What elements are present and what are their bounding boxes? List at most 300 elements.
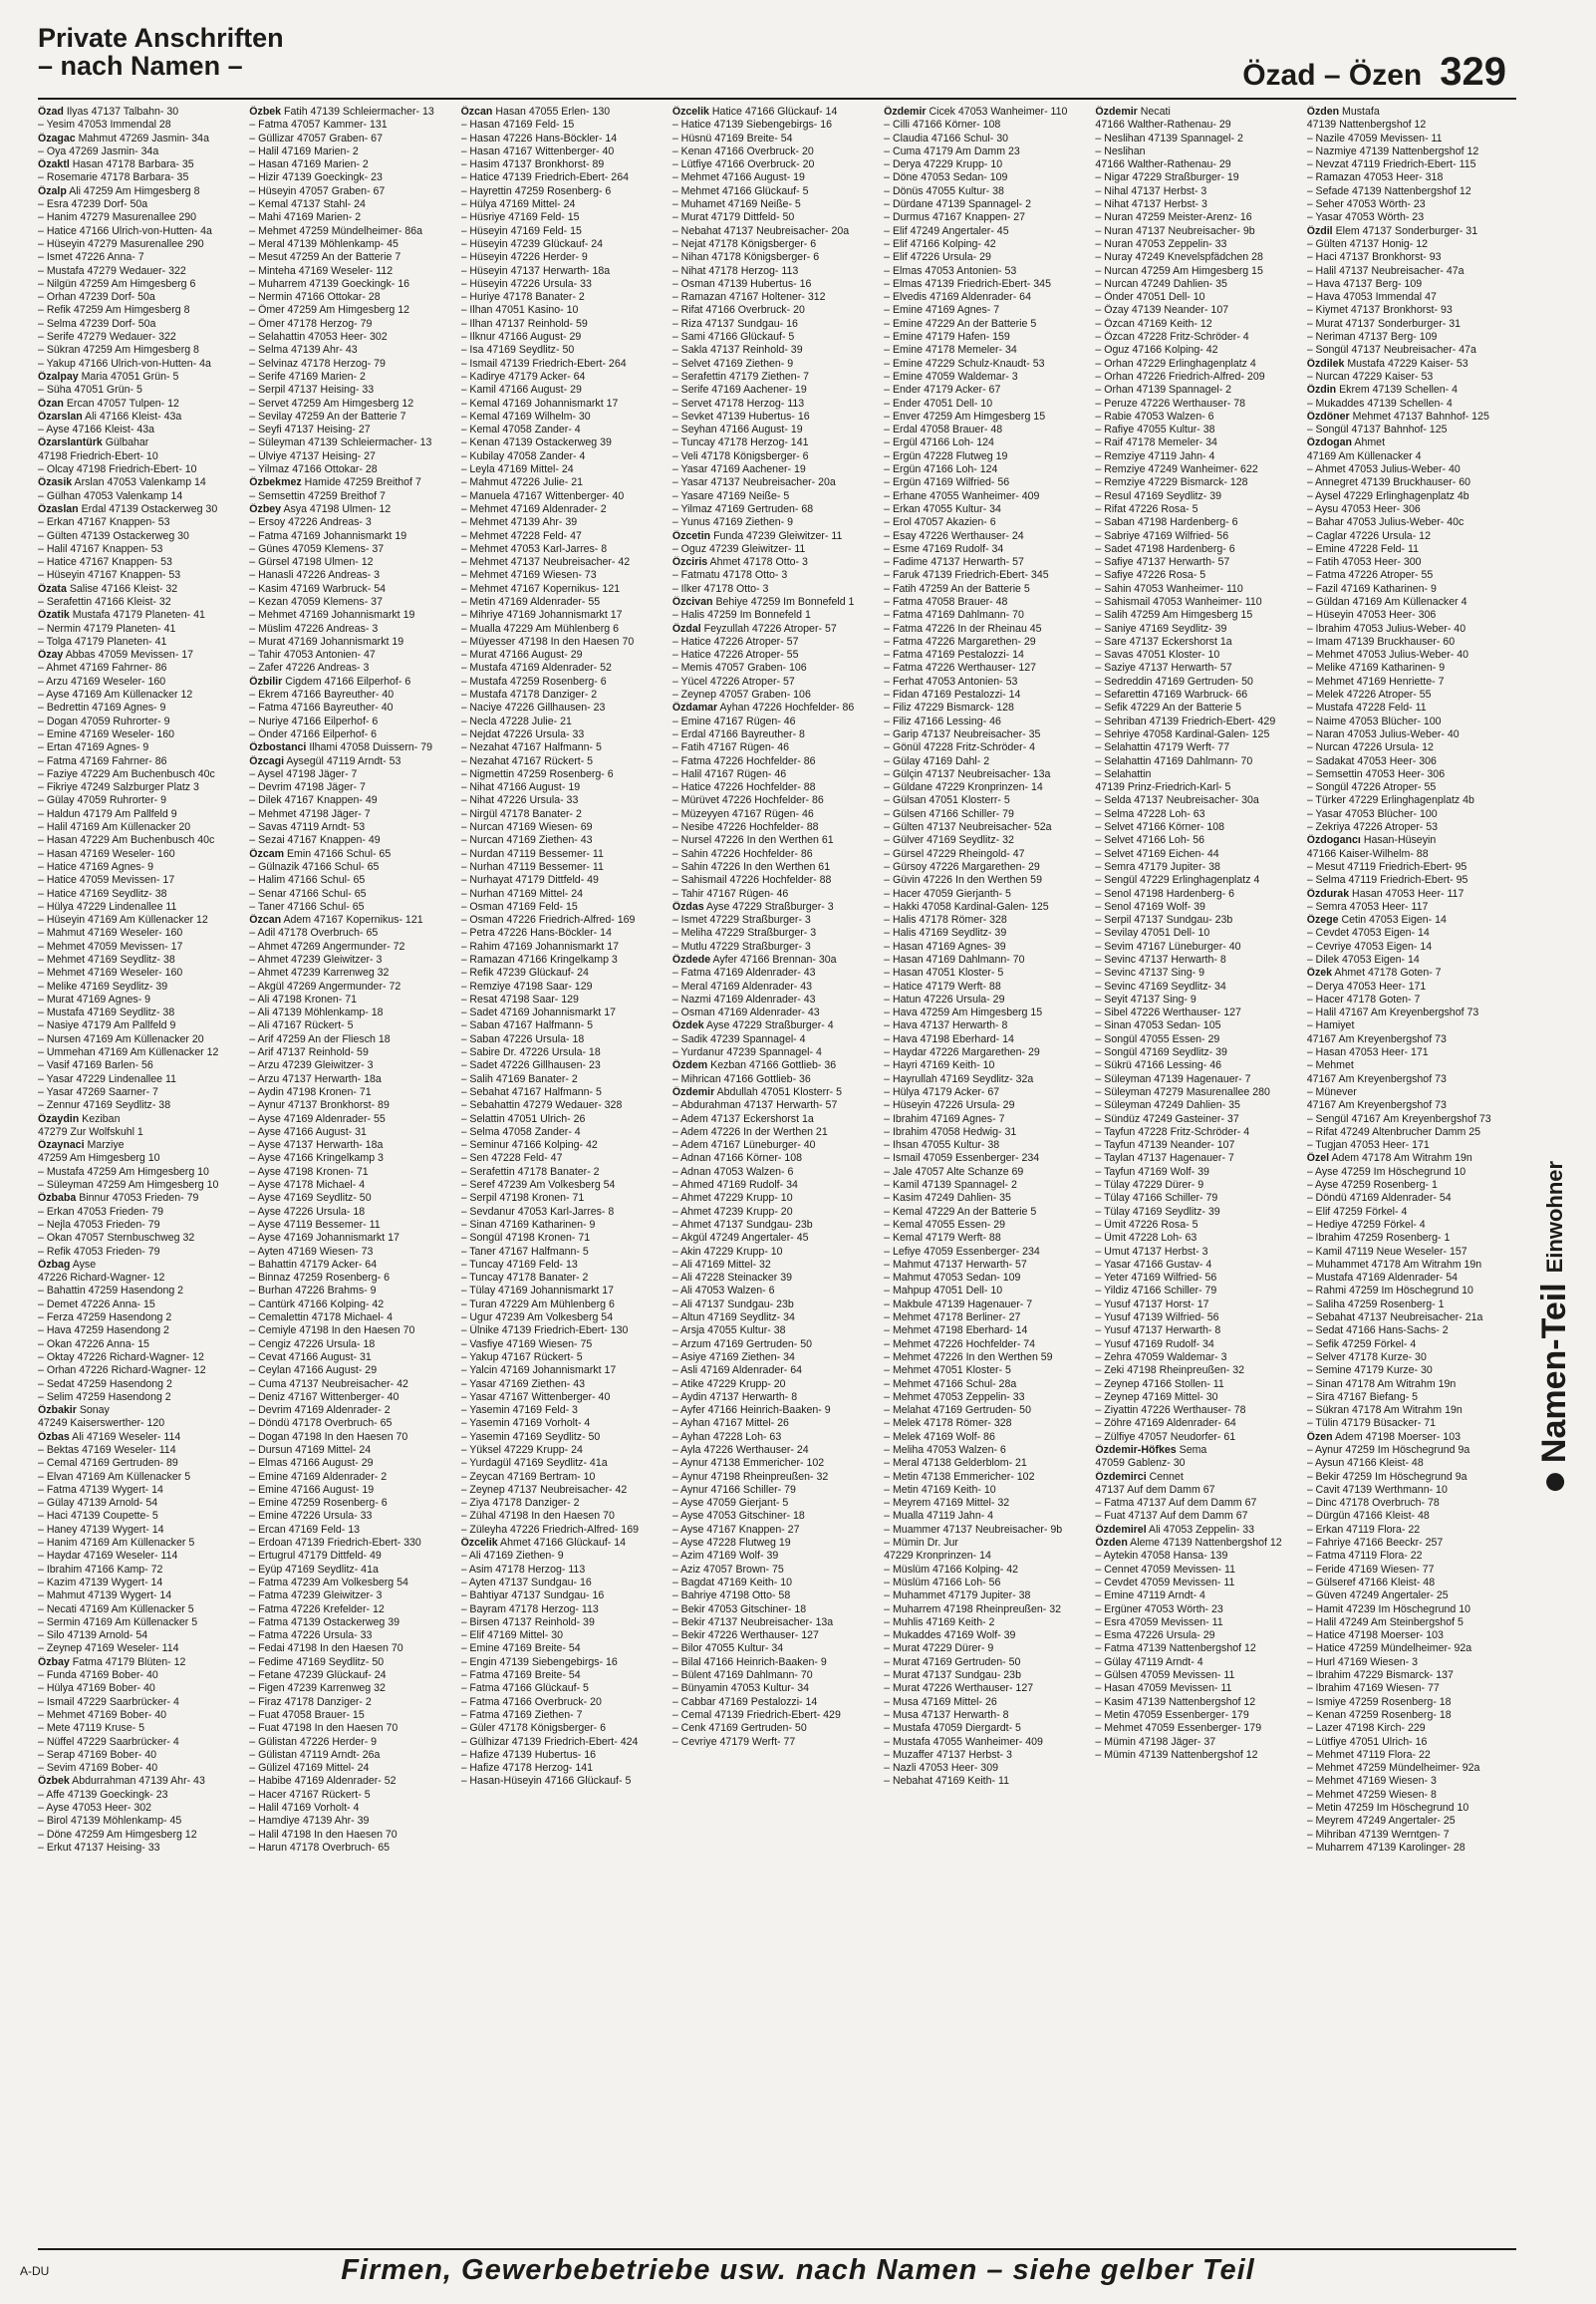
directory-entry (884, 185, 1091, 198)
directory-entry (249, 1550, 456, 1563)
entry-details: – Mümin 47198 Jäger- 37 (1095, 1735, 1216, 1748)
directory-entry (38, 1775, 245, 1788)
entry-details: – Kiymet 47137 Bronkhorst- 93 (1306, 304, 1453, 317)
entry-details: – Claudia 47166 Schul- 30 (884, 132, 1008, 144)
directory-entry (1307, 543, 1514, 556)
directory-entry (461, 676, 668, 689)
entry-details: – Gülsen 47166 Schiller- 79 (884, 807, 1014, 820)
directory-entry (249, 238, 456, 251)
directory-entry (1307, 1126, 1514, 1139)
directory-entry (1095, 1007, 1302, 1019)
entry-details: – Nurhan 47119 Bessemer- 11 (460, 860, 604, 873)
entry-details: – Bagdat 47169 Keith- 10 (671, 1576, 793, 1588)
directory-entry (1307, 198, 1514, 211)
entry-details: Marziye (87, 1139, 125, 1152)
entry-details: – Seyfi 47137 Heising- 27 (249, 424, 371, 436)
directory-entry (1307, 1722, 1514, 1735)
entry-details: – Salih 47169 Banater- 2 (460, 1072, 578, 1085)
directory-entry (1307, 450, 1514, 463)
directory-entry (38, 211, 245, 224)
directory-entry (461, 768, 668, 781)
entry-surname: Özdin (1306, 384, 1337, 397)
entry-details: Ayse (72, 1258, 97, 1271)
entry-details: – Yurdagül 47169 Seydlitz- 41a (460, 1457, 608, 1470)
entry-details: Hasan 47053 Heer- 117 (1352, 887, 1464, 900)
directory-entry (249, 967, 456, 980)
directory-entry (672, 781, 880, 794)
directory-column-7 (1307, 106, 1514, 2238)
entry-details: – Bünyamin 47053 Kultur- 34 (671, 1682, 810, 1695)
directory-entry (38, 1550, 245, 1563)
directory-entry (884, 1603, 1091, 1616)
directory-entry (38, 1457, 245, 1470)
directory-entry (1095, 1232, 1302, 1245)
directory-entry (1095, 1152, 1302, 1165)
directory-entry (884, 344, 1091, 357)
directory-entry (461, 1616, 668, 1629)
directory-entry (1307, 662, 1514, 675)
directory-entry (884, 596, 1091, 609)
directory-entry (38, 1206, 245, 1219)
entry-details: – Mahmut 47137 Herwarth- 57 (884, 1258, 1027, 1271)
directory-entry (38, 119, 245, 132)
entry-details: Ali 47259 Am Himgesberg 8 (69, 184, 200, 197)
directory-entry (461, 1073, 668, 1086)
footer-note: Firmen, Gewerbebetriebe usw. nach Namen – siehe gelber Teil (341, 2254, 1255, 2286)
entry-details: – Filiz 47166 Lessing- 46 (884, 715, 1001, 727)
directory-entry (461, 861, 668, 874)
entry-details: – Necla 47228 Julie- 21 (460, 715, 572, 727)
directory-entry (461, 1775, 668, 1788)
entry-details: – Dürgün 47166 Kleist- 48 (1306, 1510, 1430, 1523)
entry-details: – Mümin 47139 Nattenbergshof 12 (1095, 1748, 1258, 1761)
directory-entry (1307, 1285, 1514, 1297)
directory-entry (249, 741, 456, 754)
directory-entry (249, 185, 456, 198)
directory-entry (1095, 994, 1302, 1007)
entry-details: 47169 Am Küllenacker 4 (1306, 449, 1422, 462)
directory-entry (672, 1338, 880, 1351)
directory-entry (38, 145, 245, 158)
directory-entry (672, 1616, 880, 1629)
directory-entry (1095, 1259, 1302, 1272)
directory-entry (884, 1033, 1091, 1046)
directory-entry (38, 861, 245, 874)
entry-details: Elem 47137 Sonderburger- 31 (1335, 224, 1478, 237)
directory-entry (672, 171, 880, 184)
entry-surname: Özden (1306, 106, 1340, 118)
entry-details: – Nuran 47053 Zeppelin- 33 (1095, 237, 1227, 250)
directory-entry (1095, 834, 1302, 847)
entry-details: – Umut 47137 Herbst- 3 (1095, 1245, 1208, 1258)
entry-details: – Makbule 47139 Hagenauer- 7 (884, 1297, 1033, 1310)
entry-details: – Nirgül 47178 Banater- 2 (460, 807, 582, 820)
entry-details: – Tayfun 47139 Neander- 107 (1095, 1139, 1235, 1152)
entry-details: – Dogan 47198 In den Haesen 70 (249, 1430, 408, 1443)
directory-entry (884, 145, 1091, 158)
entry-details: Ahmet 47178 Otto- 3 (709, 556, 808, 569)
directory-entry (38, 278, 245, 291)
entry-details: – Ergül 47166 Loh- 124 (884, 436, 994, 449)
entry-surname: Özdemir (884, 106, 927, 118)
entry-details: – Mehmet 47051 Kloster- 5 (884, 1364, 1011, 1377)
directory-entry (884, 371, 1091, 384)
entry-details: – Saziye 47137 Herwarth- 57 (1095, 662, 1232, 675)
directory-entry (884, 1152, 1091, 1165)
entry-details: – Ayten 47169 Wiesen- 73 (249, 1245, 374, 1258)
entry-details: – Emine 47119 Arndt- 4 (1095, 1589, 1205, 1602)
entry-details: – Mukaddes 47169 Wolf- 39 (884, 1629, 1016, 1642)
entry-details: – Ibrahim 47053 Julius-Weber- 40 (1306, 622, 1466, 635)
entry-details: – Güven 47249 Angertaler- 25 (1306, 1589, 1449, 1602)
entry-details: – Semsettin 47053 Heer- 306 (1306, 767, 1446, 780)
entry-details: – Tahir 47167 Rügen- 46 (671, 887, 789, 900)
entry-details: – Emine 47166 August- 19 (249, 1483, 375, 1496)
entry-details: – Osman 47226 Friedrich-Alfred- 169 (460, 914, 636, 927)
entry-details: – Hüseyin 47137 Herwarth- 18a (460, 264, 611, 277)
entry-details: – Nuran 47259 Meister-Arenz- 16 (1095, 211, 1252, 224)
entry-details: – Güllizar 47057 Graben- 67 (249, 132, 383, 144)
entry-details: – Sevim 47167 Lüneburger- 40 (1095, 940, 1241, 953)
directory-entry (1095, 238, 1302, 251)
directory-entry (1307, 1166, 1514, 1179)
entry-details: – Münever (1306, 1085, 1357, 1098)
entry-details: – Ayse 47166 Kringelkamp 3 (249, 1152, 384, 1165)
directory-entry (672, 649, 880, 662)
directory-entry (672, 967, 880, 980)
directory-entry (672, 1417, 880, 1430)
directory-entry (461, 636, 668, 649)
directory-entry (38, 808, 245, 821)
directory-entry (461, 158, 668, 171)
directory-entry (1307, 981, 1514, 994)
directory-entry (1095, 768, 1302, 781)
directory-entry (1095, 1656, 1302, 1669)
entry-details: – Ilker 47178 Otto- 3 (671, 582, 769, 595)
entry-details: – Mahmut 47169 Weseler- 160 (38, 927, 183, 940)
directory-entry (884, 463, 1091, 476)
entry-details: – Naime 47053 Blücher- 100 (1306, 715, 1442, 727)
directory-entry (1307, 133, 1514, 145)
entry-details: – Zehra 47059 Waldemar- 3 (1095, 1350, 1227, 1363)
directory-entry (1307, 583, 1514, 596)
directory-entry (461, 1656, 668, 1669)
entry-surname: Özdemir (1095, 106, 1138, 118)
entry-details: – Nurdan 47119 Bessemer- 11 (460, 847, 604, 860)
directory-entry (884, 251, 1091, 264)
directory-entry (1095, 1497, 1302, 1510)
directory-entry (461, 728, 668, 741)
directory-entry (38, 344, 245, 357)
directory-entry (461, 436, 668, 449)
entry-details: – Bahtiyar 47137 Sundgau- 16 (460, 1589, 605, 1602)
directory-entry (461, 1391, 668, 1404)
directory-entry (1307, 251, 1514, 264)
entry-details: – Ilknur 47166 August- 29 (460, 331, 582, 344)
entry-details: – Kemal 47169 Johannismarkt 17 (460, 397, 619, 410)
entry-details: – Hamiyet (1306, 1019, 1355, 1032)
entry-details: – Ayse 47053 Heer- 302 (38, 1802, 152, 1814)
entry-details: – Peruze 47226 Werthauser- 78 (1095, 397, 1245, 410)
entry-details: Ali 47053 Zeppelin- 33 (1149, 1523, 1255, 1536)
directory-entry (249, 331, 456, 344)
directory-entry (249, 503, 456, 516)
entry-details: Ilhami 47058 Duissern- 79 (309, 741, 433, 754)
entry-details: – Günes 47059 Klemens- 37 (249, 542, 385, 555)
directory-entry (884, 1629, 1091, 1642)
directory-entry (1095, 781, 1302, 794)
entry-details: Keziban (82, 1112, 121, 1125)
directory-entry (249, 490, 456, 503)
entry-details: – Remziye 47119 Jahn- 4 (1095, 449, 1215, 462)
directory-entry (1307, 516, 1514, 529)
entry-surname: Özbaba (38, 1192, 77, 1205)
entry-details: – Ahmet 47053 Julius-Weber- 40 (1306, 463, 1461, 476)
entry-details: – Serafettin 47179 Ziethen- 7 (671, 370, 810, 383)
entry-details: – Tuncay 47178 Herzog- 141 (671, 436, 809, 449)
entry-details: – Mehmet 47137 Neubreisacher- 42 (460, 556, 631, 569)
directory-entry (672, 331, 880, 344)
directory-entry (461, 1589, 668, 1602)
entry-details: – Hafize 47139 Hubertus- 16 (460, 1748, 597, 1761)
entry-details: Ayse 47229 Straßburger- 3 (706, 900, 834, 913)
directory-entry (38, 1537, 245, 1550)
directory-entry (884, 1338, 1091, 1351)
entry-details: – Hasim 47137 Bronkhorst- 89 (460, 158, 605, 171)
entry-surname: Özatik (38, 609, 70, 622)
directory-entry (884, 1298, 1091, 1311)
directory-entry (672, 689, 880, 702)
entry-details: – Sadet 47198 Hardenberg- 6 (1095, 542, 1235, 555)
directory-entry (1307, 1829, 1514, 1842)
entry-details: – Yasar 47269 Saarner- 7 (38, 1085, 158, 1098)
directory-entry (884, 914, 1091, 927)
entry-details: – Sadakat 47053 Heer- 306 (1306, 754, 1437, 767)
directory-entry (672, 543, 880, 556)
entry-details: – Ergüner 47053 Wörth- 23 (1095, 1602, 1223, 1615)
directory-entry (1095, 609, 1302, 622)
directory-entry (884, 265, 1091, 278)
directory-entry (884, 662, 1091, 675)
entry-details: – Zeynep 47169 Weseler- 114 (38, 1642, 179, 1655)
entry-details: – Ayse 47053 Gitschiner- 18 (671, 1510, 805, 1523)
directory-entry (1095, 1550, 1302, 1563)
directory-entry (672, 291, 880, 304)
entry-details: – Hüseyin 47226 Ursula- 33 (460, 277, 592, 290)
directory-entry (38, 450, 245, 463)
entry-details: – Hasan 47169 Agnes- 39 (884, 940, 1006, 953)
directory-entry (249, 808, 456, 821)
directory-entry (884, 411, 1091, 424)
directory-entry (1307, 569, 1514, 582)
directory-entry (1095, 689, 1302, 702)
entry-details: – Sare 47137 Eckershorst 1a (1095, 635, 1232, 648)
directory-entry (249, 251, 456, 264)
entry-details: – Mehmet 47166 Glückauf- 5 (671, 184, 809, 197)
directory-entry (461, 794, 668, 807)
entry-details: – Fatma 47169 Ziethen- 7 (460, 1708, 583, 1721)
directory-entry (672, 994, 880, 1007)
entry-details: – Ahmet 47269 Angermunder- 72 (249, 940, 405, 953)
entry-details: – Ayse 47198 Kronen- 71 (249, 1165, 369, 1178)
entry-details: – Salih 47259 Am Himgesberg 15 (1095, 609, 1253, 622)
entry-surname: Özcan (249, 914, 282, 927)
directory-entry (1307, 556, 1514, 569)
entry-details: Cicek 47053 Wanheimer- 110 (929, 106, 1068, 118)
entry-details: – Orhan 47226 Friedrich-Alfred- 209 (1095, 370, 1265, 383)
directory-entry (461, 716, 668, 728)
directory-entry (884, 808, 1091, 821)
directory-entry (249, 198, 456, 211)
directory-entry (884, 1007, 1091, 1019)
entry-details: – Hatice 47059 Mevissen- 17 (38, 874, 175, 887)
entry-details: – Hüseyin 47279 Masurenallee 290 (38, 237, 204, 250)
entry-details: – Mehmet 47198 Jäger- 7 (249, 807, 371, 820)
directory-entry (249, 1789, 456, 1802)
entry-details: – Hüseyin 47057 Graben- 67 (249, 184, 386, 197)
directory-entry (672, 1378, 880, 1391)
entry-details: – Engin 47139 Siebengebirgs- 16 (460, 1655, 618, 1668)
entry-details: – Mualla 47119 Jahn- 4 (884, 1510, 994, 1523)
directory-entry (38, 794, 245, 807)
directory-entry (461, 1324, 668, 1337)
directory-entry (884, 1166, 1091, 1179)
directory-entry (884, 874, 1091, 887)
directory-entry (1307, 741, 1514, 754)
directory-entry (672, 344, 880, 357)
entry-details: – Hafize 47178 Herzog- 141 (460, 1762, 594, 1775)
directory-entry (672, 1669, 880, 1682)
directory-entry (1307, 994, 1514, 1007)
directory-entry (461, 503, 668, 516)
entry-details: – Faruk 47139 Friedrich-Ebert- 345 (884, 569, 1049, 582)
directory-entry (1307, 384, 1514, 397)
entry-details: – Abdurahman 47137 Herwarth- 57 (671, 1099, 838, 1112)
entry-details: – Özcan 47228 Fritz-Schröder- 4 (1095, 331, 1249, 344)
directory-entry (461, 808, 668, 821)
directory-entry (1095, 1378, 1302, 1391)
entry-details: – Nurcan 47229 Kaiser- 53 (1306, 370, 1434, 383)
entry-details: – Cilli 47166 Körner- 108 (884, 119, 1001, 132)
directory-entry (1307, 1431, 1514, 1444)
directory-entry (461, 1219, 668, 1232)
directory-entry (1095, 463, 1302, 476)
entry-details: – Fatma 47057 Kammer- 131 (249, 119, 388, 132)
entry-details: – Muammer 47137 Neubreisacher- 9b (884, 1523, 1063, 1536)
entry-details: – Fatma 47058 Brauer- 48 (884, 595, 1008, 608)
entry-details: – Hanim 47279 Masurenallee 290 (38, 211, 197, 224)
entry-details: – Ercan 47169 Feld- 13 (249, 1523, 360, 1536)
entry-surname: Özdemirel (1095, 1523, 1147, 1536)
entry-details: Mahmut 47269 Jasmin- 34a (78, 132, 209, 144)
directory-entry (884, 1259, 1091, 1272)
entry-details: – Döndü 47178 Overbruch- 65 (249, 1417, 393, 1430)
entry-surname: Özaktl (38, 158, 70, 171)
directory-entry (249, 463, 456, 476)
directory-entry (1307, 1736, 1514, 1749)
directory-entry (884, 1775, 1091, 1788)
entry-details: – Nesibe 47226 Hochfelder- 88 (671, 821, 819, 834)
directory-entry (1307, 1417, 1514, 1430)
directory-entry (461, 490, 668, 503)
directory-entry (884, 1656, 1091, 1669)
entry-details: – Muharrem 47139 Karolinger- 28 (1306, 1841, 1465, 1854)
directory-entry (1095, 1457, 1302, 1470)
entry-details: – Sadik 47239 Spannagel- 4 (671, 1032, 806, 1045)
entry-details: – Nejla 47053 Frieden- 79 (38, 1218, 160, 1231)
directory-entry (38, 198, 245, 211)
entry-details: – Sadet 47169 Johannismarkt 17 (460, 1007, 617, 1019)
entry-details: – Ayse 47137 Herwarth- 18a (249, 1139, 384, 1152)
directory-entry (461, 1550, 668, 1563)
entry-details: – Mehmet 47053 Zeppelin- 33 (884, 1390, 1025, 1403)
directory-entry (884, 1019, 1091, 1032)
directory-entry (38, 941, 245, 954)
entry-details: – Kasim 47169 Warbruck- 54 (249, 582, 387, 595)
directory-entry (38, 716, 245, 728)
directory-entry (249, 609, 456, 622)
directory-entry (249, 1842, 456, 1855)
entry-details: – Nermin 47166 Ottokar- 28 (249, 291, 381, 304)
entry-details: – Nihat 47137 Herbst- 3 (1095, 198, 1207, 211)
entry-details: – Kasim 47139 Nattenbergshof 12 (1095, 1695, 1256, 1708)
directory-entry (1095, 278, 1302, 291)
entry-details: – Mehmet 47059 Mevissen- 17 (38, 940, 183, 953)
directory-entry (672, 794, 880, 807)
directory-entry (249, 1577, 456, 1589)
directory-entry (1095, 265, 1302, 278)
directory-entry (249, 728, 456, 741)
entry-details: – Mustafa 47169 Seydlitz- 38 (38, 1007, 175, 1019)
directory-entry (1095, 1364, 1302, 1377)
directory-entry (38, 171, 245, 184)
entry-details: – Mesut 47259 An der Batterie 7 (249, 251, 401, 264)
directory-entry (1095, 211, 1302, 224)
entry-details: – Seref 47239 Am Volkesberg 54 (460, 1179, 616, 1192)
directory-entry (249, 1510, 456, 1523)
directory-entry (249, 1179, 456, 1192)
directory-entry (884, 530, 1091, 543)
entry-details: – Rahmi 47259 Im Höschegrund 10 (1306, 1285, 1473, 1297)
entry-details: – Mehmet 47228 Feld- 47 (460, 529, 582, 542)
directory-entry (672, 371, 880, 384)
entry-details: – Fatih 47259 An der Batterie 5 (884, 582, 1030, 595)
entry-details: – Resul 47169 Seydlitz- 39 (1095, 489, 1222, 502)
entry-details: – Dilek 47053 Eigen- 14 (1306, 954, 1420, 966)
entry-details: – Mehmet 47169 Aldenrader- 2 (460, 502, 607, 515)
entry-details: – Sibel 47226 Werthauser- 127 (1095, 1007, 1241, 1019)
entry-details: – Kenan 47139 Ostackerweg 39 (460, 436, 612, 449)
directory-entry (461, 1246, 668, 1259)
directory-entry (1307, 463, 1514, 476)
directory-entry (38, 516, 245, 529)
entry-details: – Ali 47137 Sundgau- 23b (671, 1297, 794, 1310)
directory-entry (884, 569, 1091, 582)
entry-details: 47166 Kaiser-Wilhelm- 88 (1306, 847, 1429, 860)
entry-details: – Aynur 47259 Im Höschegrund 9a (1306, 1443, 1470, 1456)
entry-details: – Selvinaz 47178 Herzog- 79 (249, 357, 386, 370)
entry-details: – Önder 47051 Dell- 10 (1095, 291, 1205, 304)
entry-details: – Hakki 47058 Kardinal-Galen- 125 (884, 900, 1049, 913)
entry-details: – Hanim 47169 Am Küllenacker 5 (38, 1537, 195, 1550)
entry-details: – Refik 47259 Am Himgesberg 8 (38, 304, 190, 317)
entry-details: – Murat 47226 Werthauser- 127 (884, 1682, 1034, 1695)
directory-entry (38, 1497, 245, 1510)
directory-entry (461, 198, 668, 211)
directory-entry (1095, 954, 1302, 967)
directory-entry (884, 781, 1091, 794)
entry-details: – Cengiz 47226 Ursula- 18 (249, 1337, 376, 1350)
